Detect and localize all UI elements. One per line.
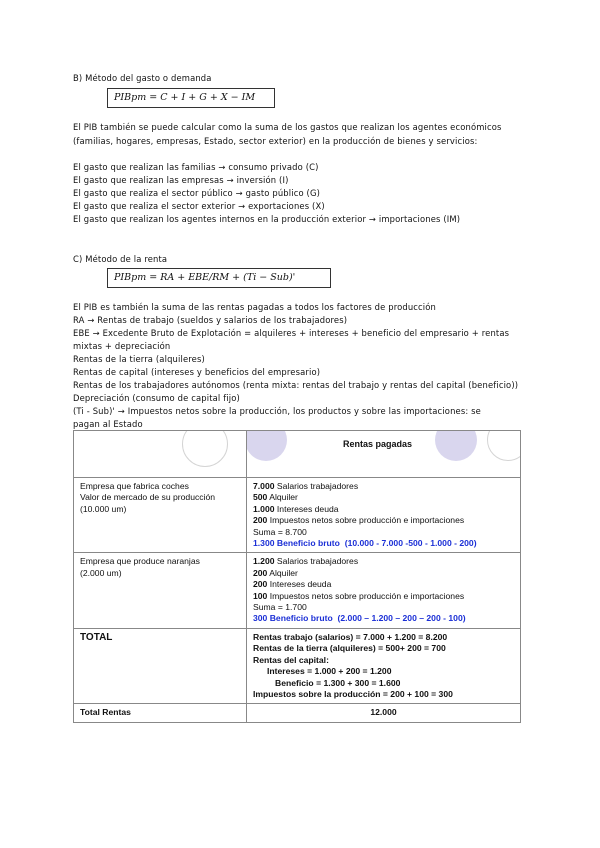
header-right-cell <box>247 431 521 478</box>
row1-label-line: Empresa que fabrica coches <box>80 481 189 491</box>
header-left-cell <box>74 431 247 478</box>
formula-gasto: PIBpm = C + I + G + X − IM <box>107 88 275 108</box>
row1-beneficio: 1.300 Beneficio bruto <box>253 538 340 549</box>
table-row-total <box>74 628 521 703</box>
value-number: 200 <box>253 579 268 590</box>
row1-beneficio-calc: (10.000 - 7.000 -500 - 1.000 - 200) <box>344 538 477 549</box>
total-rentas-value: 12.000 <box>247 704 521 722</box>
row2-suma: Suma = 1.700 <box>253 602 307 613</box>
value-text: Impuestos netos sobre producción e importaciones <box>267 515 465 526</box>
row1-label-line: Valor de mercado de su producción <box>80 492 216 503</box>
renta-line: mixtas + depreciación <box>73 341 171 351</box>
total-rentas-label: Total Rentas <box>74 704 247 722</box>
gasto-item-publico: El gasto que realiza el sector público → gasto público (G) <box>73 188 321 198</box>
rentas-table <box>73 430 521 723</box>
section-b-intro-1: El PIB también se puede calcular como la suma de los gastos que realizan los agentes económicos <box>73 122 502 132</box>
value-text: Alquiler <box>267 567 298 578</box>
gasto-item-exterior: El gasto que realiza el sector exterior → exportaciones (X) <box>73 201 325 211</box>
renta-line: Depreciación (consumo de capital fijo) <box>73 393 240 403</box>
value-text: Impuestos netos sobre producción e importaciones <box>267 590 465 601</box>
renta-line: RA → Rentas de trabajo (sueldos y salarios de los trabajadores) <box>73 315 348 325</box>
table-header-title: Rentas pagadas <box>343 439 413 449</box>
formula-renta: PIBpm = RA + EBE/RM + (Ti − Sub)' <box>107 268 331 288</box>
value-number: 200 <box>253 567 268 578</box>
row1-label <box>74 478 247 553</box>
renta-line: Rentas de capital (intereses y beneficios del empresario) <box>73 367 321 377</box>
value-text: Intereses deuda <box>274 503 339 514</box>
total-values <box>247 628 521 703</box>
total-label-cell <box>74 628 247 703</box>
row2-values <box>247 553 521 628</box>
row1-label-line: (10.000 um) <box>80 503 127 514</box>
value-text: Intereses deuda <box>267 579 332 590</box>
renta-line: EBE → Excedente Bruto de Explotación = alquileres + intereses + beneficio del empresario + rentas <box>73 328 510 338</box>
value-text: Salarios trabajadores <box>274 481 359 491</box>
total-trabajo: Rentas trabajo (salarios) = 7.000 + 1.200 = 8.200 <box>253 631 448 642</box>
row2-label-line: (2.000 um) <box>80 567 122 578</box>
table-row-total-rentas <box>74 704 521 722</box>
gasto-item-importaciones: El gasto que realizan los agentes internos en la producción exterior → importaciones (IM) <box>73 214 461 224</box>
renta-line: Rentas de la tierra (alquileres) <box>73 354 205 364</box>
value-text: Salarios trabajadores <box>274 556 359 567</box>
gasto-item-familias: El gasto que realizan las familias → consumo privado (C) <box>73 162 319 172</box>
row2-beneficio: 300 Beneficio bruto <box>253 613 333 624</box>
total-tierra: Rentas de la tierra (alquileres) = 500+ 200 = 700 <box>253 643 446 654</box>
table-row <box>74 478 521 553</box>
circle-outline-decor <box>182 431 228 467</box>
circle-outline-decor <box>487 431 520 461</box>
section-c-title: C) Método de la renta <box>73 254 168 264</box>
renta-line: Rentas de los trabajadores autónomos (renta mixta: rentas del trabajo y rentas del capital (beneficio)) <box>73 380 519 390</box>
value-number: 500 <box>253 492 268 503</box>
total-beneficio: Beneficio = 1.300 + 300 = 1.600 <box>275 677 401 688</box>
row2-label-line: Empresa que produce naranjas <box>80 556 200 567</box>
total-label: TOTAL <box>80 631 113 643</box>
row1-values <box>247 478 521 553</box>
total-impuestos: Impuestos sobre la producción = 200 + 100 = 300 <box>253 688 453 699</box>
section-b-title: B) Método del gasto o demanda <box>73 73 212 83</box>
section-b-intro-2: (familias, hogares, empresas, Estado, sector exterior) en la producción de bienes y servicios: <box>73 136 478 146</box>
circle-decor <box>247 431 287 461</box>
row1-suma: Suma = 8.700 <box>253 526 307 537</box>
gasto-item-empresas: El gasto que realizan las empresas → inversión (I) <box>73 175 289 185</box>
value-number: 1.200 <box>253 556 275 567</box>
value-number: 1.000 <box>253 503 275 514</box>
value-number: 100 <box>253 590 268 601</box>
total-capital: Rentas del capital: <box>253 654 329 665</box>
row2-label <box>74 553 247 628</box>
total-intereses: Intereses = 1.000 + 200 = 1.200 <box>267 666 392 677</box>
table-header-row <box>74 431 521 478</box>
value-text: Alquiler <box>267 492 298 503</box>
value-number: 200 <box>253 515 268 526</box>
circle-decor <box>435 431 477 461</box>
value-number: 7.000 <box>253 481 275 491</box>
renta-line: El PIB es también la suma de las rentas pagadas a todos los factores de producción <box>73 302 437 312</box>
renta-line: pagan al Estado <box>73 419 143 429</box>
renta-line: (Ti - Sub)' → Impuestos netos sobre la producción, los productos y sobre las importaciones: se <box>73 406 481 416</box>
table-row <box>74 553 521 628</box>
row2-beneficio-calc: (2.000 – 1.200 – 200 – 200 - 100) <box>337 613 466 624</box>
